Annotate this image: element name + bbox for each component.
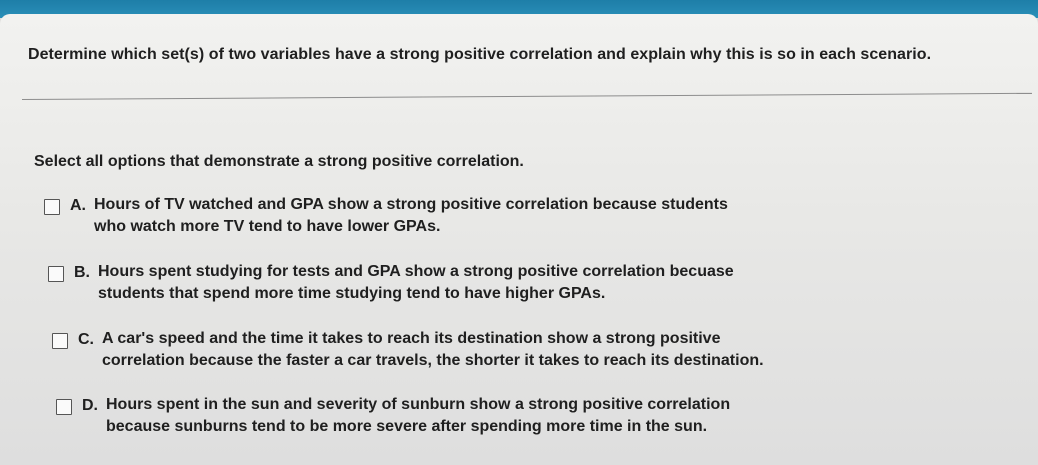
option-d[interactable] bbox=[56, 397, 730, 438]
option-a[interactable] bbox=[44, 197, 728, 238]
option-d-checkbox[interactable] bbox=[56, 399, 72, 415]
option-a-line-1: Hours of TV watched and GPA show a strong positive correlation because students bbox=[94, 196, 728, 213]
option-a-line-2: who watch more TV tend to have lower GPAs. bbox=[94, 218, 441, 235]
option-d-line-2: because sunburns tend to be more severe after spending more time in the sun. bbox=[106, 418, 708, 435]
option-d-line-1: Hours spent in the sun and severity of sunburn show a strong positive correlation bbox=[106, 396, 731, 413]
instruction-text: Select all options that demonstrate a strong positive correlation. bbox=[34, 153, 524, 170]
option-d-text[interactable] bbox=[106, 394, 730, 438]
option-c-checkbox[interactable] bbox=[52, 333, 68, 349]
option-c-letter: C. bbox=[78, 331, 94, 348]
option-a-checkbox[interactable] bbox=[44, 199, 60, 215]
question-text: Determine which set(s) of two variables have a strong positive correlation and explain why this is so in each scenario. bbox=[28, 46, 932, 63]
option-a-letter: A. bbox=[70, 197, 86, 214]
option-b-checkbox[interactable] bbox=[48, 266, 64, 282]
option-b-letter: B. bbox=[74, 264, 90, 281]
option-b[interactable] bbox=[48, 264, 734, 305]
option-a-text[interactable] bbox=[94, 194, 728, 238]
option-d-letter: D. bbox=[82, 397, 98, 414]
option-c-line-2: correlation because the faster a car travels, the shorter it takes to reach its destination. bbox=[102, 352, 764, 369]
option-b-text[interactable] bbox=[98, 261, 734, 305]
option-c-line-1: A car's speed and the time it takes to reach its destination show a strong positive bbox=[102, 330, 721, 347]
option-c[interactable] bbox=[52, 331, 764, 372]
option-b-line-2: students that spend more time studying tend to have higher GPAs. bbox=[98, 285, 606, 302]
option-c-text[interactable] bbox=[102, 328, 764, 372]
option-b-line-1: Hours spent studying for tests and GPA show a strong positive correlation becuase bbox=[98, 263, 734, 280]
